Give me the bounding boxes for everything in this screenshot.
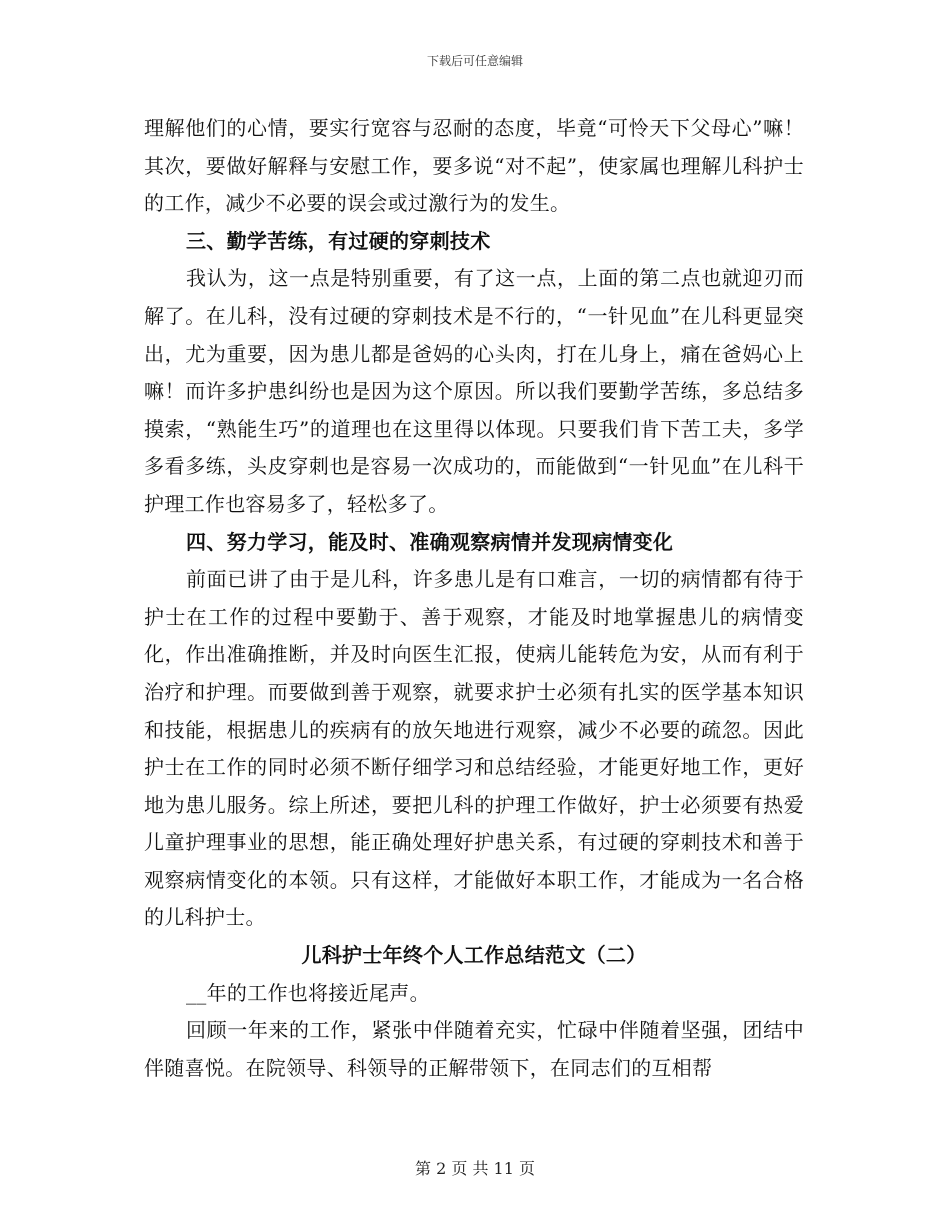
paragraph-continuation: 理解他们的心情，要实行宽容与忍耐的态度，毕竟“可怜天下父母心”嘛！其次，要做好解释与安慰工作，要多说“对不起”，使家属也理解儿科护士的工作，减少不必要的误会或过激行为的发生。 — [144, 116, 804, 216]
paragraph-review: 回顾一年来的工作，紧张中伴随着充实，忙碌中伴随着坚强，团结中伴随喜悦。在院领导、科领导的正解带领下，在同志们的互相帮 — [144, 1018, 804, 1080]
document-body — [144, 110, 804, 1087]
section-heading-4: 四、努力学习，能及时、准确观察病情并发现病情变化 — [186, 529, 674, 554]
section-heading-3: 三、勤学苦练，有过硬的穿刺技术 — [186, 228, 491, 253]
page-header: 下载后可任意编辑 — [426, 54, 523, 68]
paragraph-observation: 前面已讲了由于是儿科，许多患儿是有口难言，一切的病情都有待于护士在工作的过程中要勤于、善于观察，才能及时地掌握患儿的病情变化，作出准确推断，并及时向医生汇报，使病儿能转危为安，从而有利于治疗和护理。而要做到善于观察，就要求护士必须有扎实的医学基本知识和技能，根据患儿的疾病有的放矢地进行观察，减少不必要的疏忽。因此护士在工作的同时必须不断仔细学习和总结经验，才能更好地工作，更好地为患儿服务。综上所述，要把儿科的护理工作做好，护士必须要有热爱儿童护理事业的思想，能正确处理好护患关系，有过硬的穿刺技术和善于观察病情变化的本领。只有这样，才能做好本职工作，才能成为一名合格的儿科护士。 — [144, 567, 804, 930]
article-title-2: 儿科护士年终个人工作总结范文（二） — [301, 943, 647, 968]
page-footer: 第 2 页 共 11 页 — [415, 1159, 535, 1178]
paragraph-year-end: __年的工作也将接近尾声。 — [186, 980, 430, 1005]
paragraph-puncture-skill: 我认为，这一点是特别重要，有了这一点，上面的第二点也就迎刃而解了。在儿科，没有过硬的穿刺技术是不行的，“一针见血”在儿科更显突出，尤为重要，因为患儿都是爸妈的心头肉，打在儿身上，痛在爸妈心上嘛！而许多护患纠纷也是因为这个原因。所以我们要勤学苦练，多总结多摸索，“熟能生巧”的道理也在这里得以体现。只要我们肯下苦工夫，多学多看多练，头皮穿刺也是容易一次成功的，而能做到“一针见血”在儿科干护理工作也容易多了，轻松多了。 — [144, 266, 804, 516]
